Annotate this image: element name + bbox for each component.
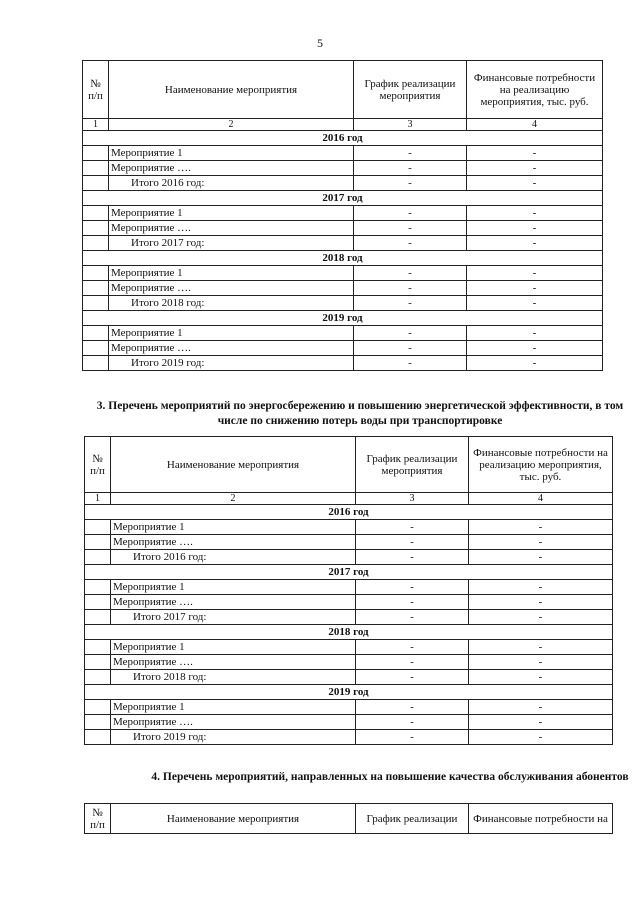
schedule-value: - bbox=[354, 146, 467, 161]
schedule-value: - bbox=[356, 580, 469, 595]
row-number bbox=[85, 535, 111, 550]
schedule-value: - bbox=[354, 161, 467, 176]
activities-table-1 bbox=[82, 60, 603, 371]
table-body bbox=[83, 61, 603, 371]
total-label: Итого 2019 год: bbox=[111, 730, 356, 745]
row-number bbox=[85, 700, 111, 715]
year-label: 2019 год bbox=[83, 311, 603, 326]
header-finance: Финансовые потребности на bbox=[469, 804, 613, 834]
schedule-value: - bbox=[354, 341, 467, 356]
schedule-value: - bbox=[356, 715, 469, 730]
activity-row bbox=[85, 580, 613, 595]
row-number bbox=[83, 326, 109, 341]
total-label: Итого 2019 год: bbox=[109, 356, 354, 371]
total-row bbox=[83, 176, 603, 191]
finance-value: - bbox=[467, 281, 603, 296]
column-number: 3 bbox=[354, 119, 467, 131]
activity-name: Мероприятие …. bbox=[109, 341, 354, 356]
total-label: Итого 2017 год: bbox=[111, 610, 356, 625]
row-number bbox=[85, 550, 111, 565]
header-row bbox=[85, 437, 613, 493]
activity-row bbox=[83, 206, 603, 221]
year-row bbox=[83, 251, 603, 266]
activity-name: Мероприятие 1 bbox=[109, 146, 354, 161]
year-row bbox=[85, 565, 613, 580]
schedule-value: - bbox=[356, 640, 469, 655]
row-number bbox=[85, 610, 111, 625]
row-number bbox=[83, 356, 109, 371]
activity-row bbox=[83, 281, 603, 296]
activity-row bbox=[85, 595, 613, 610]
finance-value: - bbox=[467, 206, 603, 221]
header-schedule: График реализации мероприятия bbox=[356, 437, 469, 493]
column-number: 4 bbox=[469, 493, 613, 505]
activity-name: Мероприятие 1 bbox=[111, 520, 356, 535]
finance-value: - bbox=[469, 550, 613, 565]
page-number: 5 bbox=[317, 36, 323, 50]
schedule-value: - bbox=[354, 176, 467, 191]
finance-value: - bbox=[469, 730, 613, 745]
header-row bbox=[83, 61, 603, 119]
finance-value: - bbox=[467, 266, 603, 281]
total-row bbox=[83, 236, 603, 251]
column-number-row bbox=[85, 493, 613, 505]
total-row bbox=[85, 670, 613, 685]
row-number bbox=[85, 520, 111, 535]
column-number-row bbox=[83, 119, 603, 131]
finance-value: - bbox=[467, 176, 603, 191]
activity-row bbox=[85, 535, 613, 550]
activity-row bbox=[83, 341, 603, 356]
column-number: 2 bbox=[111, 493, 356, 505]
activity-name: Мероприятие …. bbox=[111, 715, 356, 730]
activity-row bbox=[85, 520, 613, 535]
total-label: Итого 2016 год: bbox=[111, 550, 356, 565]
finance-value: - bbox=[469, 595, 613, 610]
row-number bbox=[85, 670, 111, 685]
schedule-value: - bbox=[356, 550, 469, 565]
schedule-value: - bbox=[354, 296, 467, 311]
finance-value: - bbox=[469, 610, 613, 625]
schedule-value: - bbox=[356, 670, 469, 685]
column-number: 4 bbox=[467, 119, 603, 131]
header-no: № п/п bbox=[85, 437, 111, 493]
header-name: Наименование мероприятия bbox=[111, 804, 356, 834]
total-row bbox=[83, 296, 603, 311]
year-row bbox=[85, 685, 613, 700]
finance-value: - bbox=[467, 341, 603, 356]
column-number: 1 bbox=[83, 119, 109, 131]
header-schedule: График реализации bbox=[356, 804, 469, 834]
schedule-value: - bbox=[356, 730, 469, 745]
row-number bbox=[85, 730, 111, 745]
header-schedule: График реализации мероприятия bbox=[354, 61, 467, 119]
schedule-value: - bbox=[354, 326, 467, 341]
activity-name: Мероприятие 1 bbox=[109, 206, 354, 221]
activity-row bbox=[85, 640, 613, 655]
column-number: 1 bbox=[85, 493, 111, 505]
schedule-value: - bbox=[356, 520, 469, 535]
column-number: 3 bbox=[356, 493, 469, 505]
table-body bbox=[85, 804, 613, 834]
total-row bbox=[83, 356, 603, 371]
activity-row bbox=[83, 161, 603, 176]
year-label: 2018 год bbox=[85, 625, 613, 640]
year-row bbox=[85, 505, 613, 520]
schedule-value: - bbox=[356, 700, 469, 715]
section-4-title: 4. Перечень мероприятий, направленных на повышение качества обслуживания абонентов bbox=[151, 771, 629, 783]
activity-name: Мероприятие …. bbox=[109, 161, 354, 176]
activity-name: Мероприятие …. bbox=[109, 221, 354, 236]
year-label: 2018 год bbox=[83, 251, 603, 266]
activities-table-2 bbox=[84, 436, 613, 745]
header-name: Наименование мероприятия bbox=[111, 437, 356, 493]
activity-name: Мероприятие …. bbox=[111, 595, 356, 610]
header-finance: Финансовые потребности на реализацию мероприятия, тыс. руб. bbox=[469, 437, 613, 493]
finance-value: - bbox=[469, 580, 613, 595]
year-label: 2017 год bbox=[83, 191, 603, 206]
finance-value: - bbox=[469, 520, 613, 535]
row-number bbox=[85, 715, 111, 730]
activity-name: Мероприятие 1 bbox=[111, 580, 356, 595]
schedule-value: - bbox=[356, 610, 469, 625]
activity-row bbox=[83, 221, 603, 236]
activity-row bbox=[85, 700, 613, 715]
schedule-value: - bbox=[354, 221, 467, 236]
row-number bbox=[83, 296, 109, 311]
finance-value: - bbox=[469, 670, 613, 685]
year-label: 2017 год bbox=[85, 565, 613, 580]
header-no: № п/п bbox=[83, 61, 109, 119]
row-number bbox=[83, 161, 109, 176]
header-no: № п/п bbox=[85, 804, 111, 834]
header-name: Наименование мероприятия bbox=[109, 61, 354, 119]
finance-value: - bbox=[469, 655, 613, 670]
row-number bbox=[83, 146, 109, 161]
total-row bbox=[85, 550, 613, 565]
finance-value: - bbox=[469, 640, 613, 655]
year-row bbox=[83, 311, 603, 326]
row-number bbox=[85, 580, 111, 595]
schedule-value: - bbox=[354, 266, 467, 281]
row-number bbox=[83, 281, 109, 296]
total-label: Итого 2017 год: bbox=[109, 236, 354, 251]
year-label: 2016 год bbox=[83, 131, 603, 146]
year-label: 2019 год bbox=[85, 685, 613, 700]
schedule-value: - bbox=[356, 535, 469, 550]
schedule-value: - bbox=[354, 236, 467, 251]
section-3-title: 3. Перечень мероприятий по энергосбережению и повышению энергетической эффективности, в том числе по снижению потерь воды при транспортировке bbox=[96, 400, 624, 427]
schedule-value: - bbox=[356, 595, 469, 610]
activity-row bbox=[85, 655, 613, 670]
row-number bbox=[83, 236, 109, 251]
finance-value: - bbox=[467, 221, 603, 236]
row-number bbox=[85, 595, 111, 610]
row-number bbox=[83, 221, 109, 236]
activity-name: Мероприятие 1 bbox=[111, 700, 356, 715]
activity-row bbox=[83, 266, 603, 281]
finance-value: - bbox=[469, 535, 613, 550]
total-label: Итого 2018 год: bbox=[109, 296, 354, 311]
table-body bbox=[85, 437, 613, 745]
schedule-value: - bbox=[354, 281, 467, 296]
column-number: 2 bbox=[109, 119, 354, 131]
finance-value: - bbox=[467, 356, 603, 371]
row-number bbox=[85, 655, 111, 670]
schedule-value: - bbox=[354, 356, 467, 371]
year-row bbox=[83, 131, 603, 146]
finance-value: - bbox=[467, 326, 603, 341]
activity-name: Мероприятие 1 bbox=[109, 266, 354, 281]
activity-name: Мероприятие 1 bbox=[109, 326, 354, 341]
activity-name: Мероприятие …. bbox=[111, 535, 356, 550]
finance-value: - bbox=[467, 236, 603, 251]
schedule-value: - bbox=[356, 655, 469, 670]
activity-name: Мероприятие …. bbox=[109, 281, 354, 296]
activity-name: Мероприятие 1 bbox=[111, 640, 356, 655]
finance-value: - bbox=[469, 715, 613, 730]
activity-row bbox=[83, 326, 603, 341]
header-row bbox=[85, 804, 613, 834]
row-number bbox=[83, 176, 109, 191]
year-row bbox=[85, 625, 613, 640]
finance-value: - bbox=[467, 161, 603, 176]
activities-table-3-partial bbox=[84, 803, 613, 834]
activity-row bbox=[83, 146, 603, 161]
row-number bbox=[83, 266, 109, 281]
row-number bbox=[83, 341, 109, 356]
year-label: 2016 год bbox=[85, 505, 613, 520]
total-row bbox=[85, 610, 613, 625]
activity-name: Мероприятие …. bbox=[111, 655, 356, 670]
finance-value: - bbox=[467, 296, 603, 311]
total-row bbox=[85, 730, 613, 745]
finance-value: - bbox=[469, 700, 613, 715]
total-label: Итого 2016 год: bbox=[109, 176, 354, 191]
total-label: Итого 2018 год: bbox=[111, 670, 356, 685]
row-number bbox=[83, 206, 109, 221]
schedule-value: - bbox=[354, 206, 467, 221]
finance-value: - bbox=[467, 146, 603, 161]
year-row bbox=[83, 191, 603, 206]
header-finance: Финансовые потребности на реализацию мероприятия, тыс. руб. bbox=[467, 61, 603, 119]
activity-row bbox=[85, 715, 613, 730]
row-number bbox=[85, 640, 111, 655]
